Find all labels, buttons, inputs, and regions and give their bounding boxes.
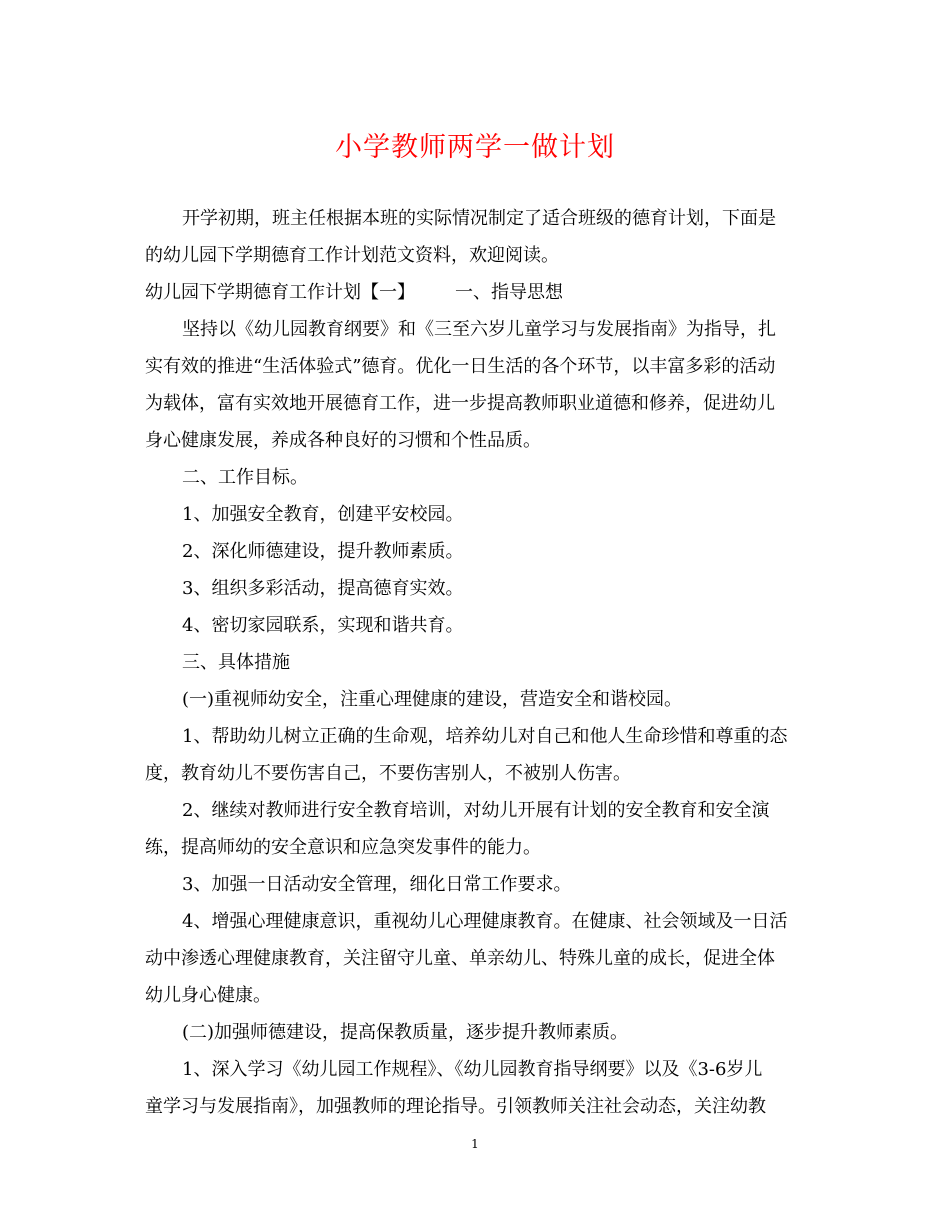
section1-item-3-line-1: 3、加强一日活动安全管理，细化日常工作要求。 — [182, 874, 572, 895]
intro-line-2: 的幼儿园下学期德育工作计划范文资料，欢迎阅读。 — [145, 245, 559, 266]
goal-item: 3、组织多彩活动，提高德育实效。 — [182, 578, 464, 599]
section1-item-4-line-3: 幼儿身心健康。 — [145, 985, 271, 1006]
section2-item-1-line-1: 1、深入学习《幼儿园工作规程》、《幼儿园教育指导纲要》以及《3-6岁儿 — [182, 1059, 763, 1080]
document-title: 小学教师两学一做计划 — [335, 132, 615, 163]
guiding-heading: 一、指导思想 — [455, 282, 563, 303]
plan-heading — [145, 274, 810, 311]
section1-heading: (一)重视师幼安全，注重心理健康的建设，营造安全和谐校园。 — [182, 689, 683, 710]
plan-heading-title: 幼儿园下学期德育工作计划【一】 — [145, 282, 415, 303]
section2-item-1-line-2: 童学习与发展指南》，加强教师的理论指导。引领教师关注社会动态，关注幼教 — [145, 1096, 766, 1117]
section1-item-4-line-2: 动中渗透心理健康教育，关注留守儿童、单亲幼儿、特殊儿童的成长，促进全体 — [145, 948, 775, 969]
guiding-line-4: 身心健康发展，养成各种良好的习惯和个性品质。 — [145, 430, 541, 451]
section1-item-4-line-1: 4、增强心理健康意识，重视幼儿心理健康教育。在健康、社会领域及一日活 — [182, 911, 788, 932]
guiding-line-3: 为载体，富有实效地开展德育工作，进一步提高教师职业道德和修养，促进幼儿 — [145, 393, 775, 414]
goal-item: 2、深化师德建设，提升教师素质。 — [182, 541, 464, 562]
guiding-line-2: 实有效的推进“生活体验式”德育。优化一日生活的各个环节，以丰富多彩的活动 — [145, 356, 776, 377]
section1-item-1-line-1: 1、帮助幼儿树立正确的生命观，培养幼儿对自己和他人生命珍惜和尊重的态 — [182, 726, 788, 747]
goals-heading: 二、工作目标。 — [182, 467, 308, 488]
section1-item-2-line-2: 练，提高师幼的安全意识和应急突发事件的能力。 — [145, 837, 541, 858]
document-body — [145, 200, 810, 1125]
measures-heading: 三、具体措施 — [182, 652, 290, 673]
section2-heading: (二)加强师德建设，提高保教质量，逐步提升教师素质。 — [182, 1022, 629, 1043]
goal-item: 1、加强安全教育，创建平安校园。 — [182, 504, 464, 525]
section1-item-2-line-1: 2、继续对教师进行安全教育培训，对幼儿开展有计划的安全教育和安全演 — [182, 800, 770, 821]
goal-item: 4、密切家园联系，实现和谐共育。 — [182, 615, 464, 636]
section1-item-1-line-2: 度，教育幼儿不要伤害自己，不要伤害别人，不被别人伤害。 — [145, 763, 631, 784]
page-number: 1 — [471, 1137, 479, 1151]
intro-line-1: 开学初期，班主任根据本班的实际情况制定了适合班级的德育计划，下面是 — [182, 208, 776, 229]
guiding-line-1: 坚持以《幼儿园教育纲要》和《三至六岁儿童学习与发展指南》为指导，扎 — [182, 319, 776, 340]
